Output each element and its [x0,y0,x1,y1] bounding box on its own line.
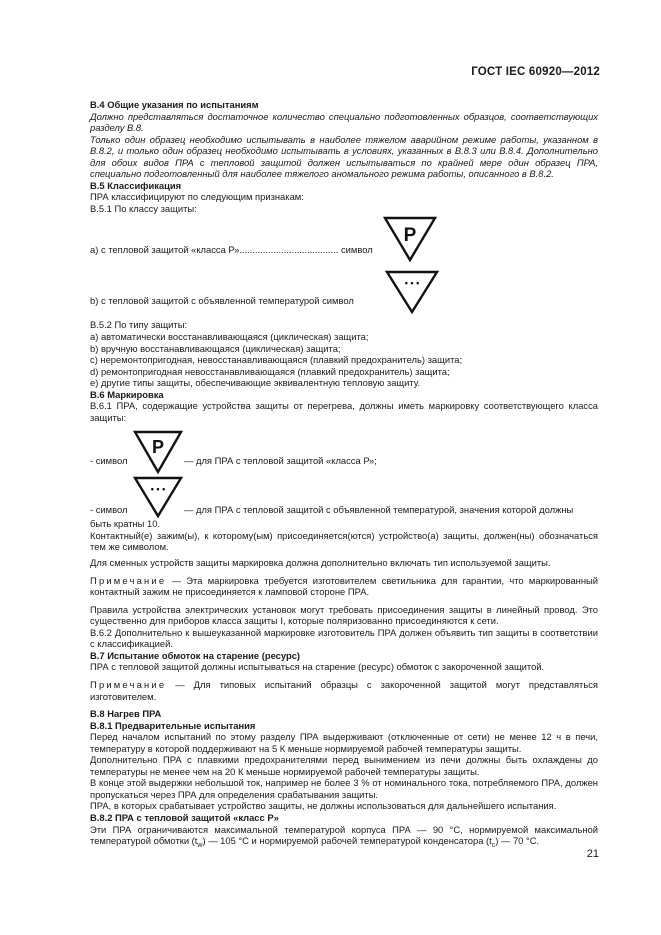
page-content [90,99,598,851]
document-header: ГОСТ IEC 60920—2012 [471,66,600,78]
section-b5-heading: В.5 Классификация [90,179,182,191]
b7-note [90,679,598,702]
marking-temp-dots: • • • [150,484,166,495]
b8-1-paragraph-1: Перед началом испытаний по этому разделу ПРА выдерживают (отключенные от сети) не менее 12 ч в печи, температуру в которой поддерживают на 5 К меньше нормируемой рабочей температуры защиты. [90,731,598,754]
b5-2-label: В.5.2 По типу защиты: [90,319,188,331]
b4-paragraph-2: Только один образец необходимо испытывать в наиболее тяжелом аварийном режиме работы, указанном в В.8.2, и только один образец необходимо испытывать в условиях, указанных в В.8.3 или В.8.4. Дополнительно для обоих видов ПРА с тепловой защитой должен испытываться по крайней мере один образец ПРА, специально подготовленный для наиболее тяжелого аномального режима работы, описанного в В.8.2. [90,133,598,180]
b6-note-text: — Эта маркировка требуется изготовителем светильника для гарантии, что маркированный контактный зажим не присоединяется к ламповой стороне ПРА. [90,574,598,598]
b6-note-label: Примечание [90,574,167,586]
b8-1-paragraph-2: Дополнительно ПРА с плавкими предохранителями перед вынимением из печи должны быть охлаждены до температуры не менее чем на 20 К меньше нормируемой рабочей температуры защиты. [90,754,598,777]
b8-2-text-1: Эти ПРА ограничиваются максимальной температурой корпуса ПРА — 90 °С, нормируемой максимальной температурой обмотки (t [90,823,598,847]
declared-temp-item: b) с тепловой защитой с объявленной температурой символ [90,295,354,307]
b6-note [90,575,598,598]
b7-note-text: — Для типовых испытаний образцы с закороченной защитой могут представляться изготовителем. [90,678,598,702]
marking-temp-triangle-icon [132,475,184,519]
b8-2-text-2: ) — 105 °С и нормируемой рабочей температурой конденсатора (t [202,835,492,847]
section-b4-heading: В.4 Общие указания по испытаниям [90,99,259,110]
marking-p-triangle-icon [132,429,184,475]
protection-type-a: а) автоматически восстанавливающаяся (циклическая) защита; [90,331,369,343]
marking-p-prefix: - символ [90,455,128,467]
b8-1-heading: В.8.1 Предварительные испытания [90,719,256,731]
protection-type-b: b) вручную восстанавливающаяся (циклическая) защита; [90,342,341,354]
winding-temp-subscript: w [197,841,203,849]
b5-1-label: В.5.1 По классу защиты: [90,202,197,214]
marking-temp-prefix: - символ [90,504,128,516]
b8-2-text-3: ) — 70 °С. [495,835,540,847]
class-p-letter: P [403,225,417,247]
declared-temp-dots: • • • [404,278,420,289]
class-p-item: а) с тепловой защитой «класса Р»...................................... символ [90,244,373,256]
b8-1-paragraph-3: В конце этой выдержки небольшой ток, например не более 3 % от номинального тока, потребляемого ПРА, должен пропускаться через ПРА для определения срабатывания защиты. [90,777,598,800]
marking-p-letter: P [151,437,165,458]
b8-1-paragraph-4: ПРА, в которых срабатывает устройство защиты, не должны использоваться для дальнейшего испытания. [90,800,557,812]
b5-intro: ПРА классифицируют по следующим признакам: [90,191,304,203]
class-p-row [90,215,598,263]
page-number: 21 [586,848,599,860]
b6-replaceable-paragraph: Для сменных устройств защиты маркировка должна дополнительно включать тип используемой защиты. [90,557,551,569]
marking-temp-text: — для ПРА с тепловой защитой с объявленной температурой, значения которой должны [184,504,574,516]
b6-2-paragraph: В.6.2 Дополнительно к вышеуказанной маркировке изготовитель ПРА должен объявить тип защиты в соответствии с классификацией. [90,626,598,650]
marking-temp-continuation: быть кратны 10. [90,518,161,530]
protection-type-e: е) другие типы защиты, обеспечивающие эквивалентную тепловую защиту. [90,377,421,389]
b7-note-label: Примечание [90,678,167,690]
b7-paragraph: ПРА с тепловой защитой должны испытываться на старение (ресурс) обмоток с закороченной защитой. [90,661,545,673]
protection-type-c: с) неремонтопригодная, невосстанавливающаяся (плавкий предохранитель) защита; [90,354,463,366]
declared-temp-triangle-icon [384,269,440,315]
b6-rules-paragraph: Правила устройства электрических установок могут требовать присоединения защиты в линейный провод. Это существенно для приборов класса защиты I, которые поляризованно присоединяются к сети. [90,603,598,627]
section-b8-heading: В.8 Нагрев ПРА [90,708,162,720]
marking-p-row [90,429,598,475]
marking-p-text: — для ПРА с тепловой защитой «класса Р»; [184,455,377,467]
class-p-triangle-icon [382,215,438,263]
section-b7-heading: В.7 Испытание обмоток на старение (ресурс) [90,649,301,661]
declared-temp-row [90,269,598,315]
b6-1-paragraph: В.6.1 ПРА, содержащие устройства защиты от перегрева, должны иметь маркировку соответствующего класса защиты: [90,400,598,423]
b4-paragraph-1: Должно представляться достаточное количество специально подготовленных образцов, соответствующих разделу В.8. [90,110,598,134]
b8-2-paragraph [90,824,598,852]
section-b6-heading: В.6 Маркировка [90,388,164,400]
b8-2-heading: В.8.2 ПРА с тепловой защитой «класс Р» [90,811,279,823]
capacitor-temp-subscript: c [491,841,496,849]
marking-temp-row [90,475,598,517]
b6-terminal-paragraph: Контактный(е) зажим(ы), к которому(ым) присоединяется(ются) устройство(а) защиты, должен(ны) обозначаться тем же символом. [90,529,598,553]
protection-type-d: d) ремонтопригодная невосстанавливающаяся (плавкий предохранитель) защита; [90,365,450,377]
